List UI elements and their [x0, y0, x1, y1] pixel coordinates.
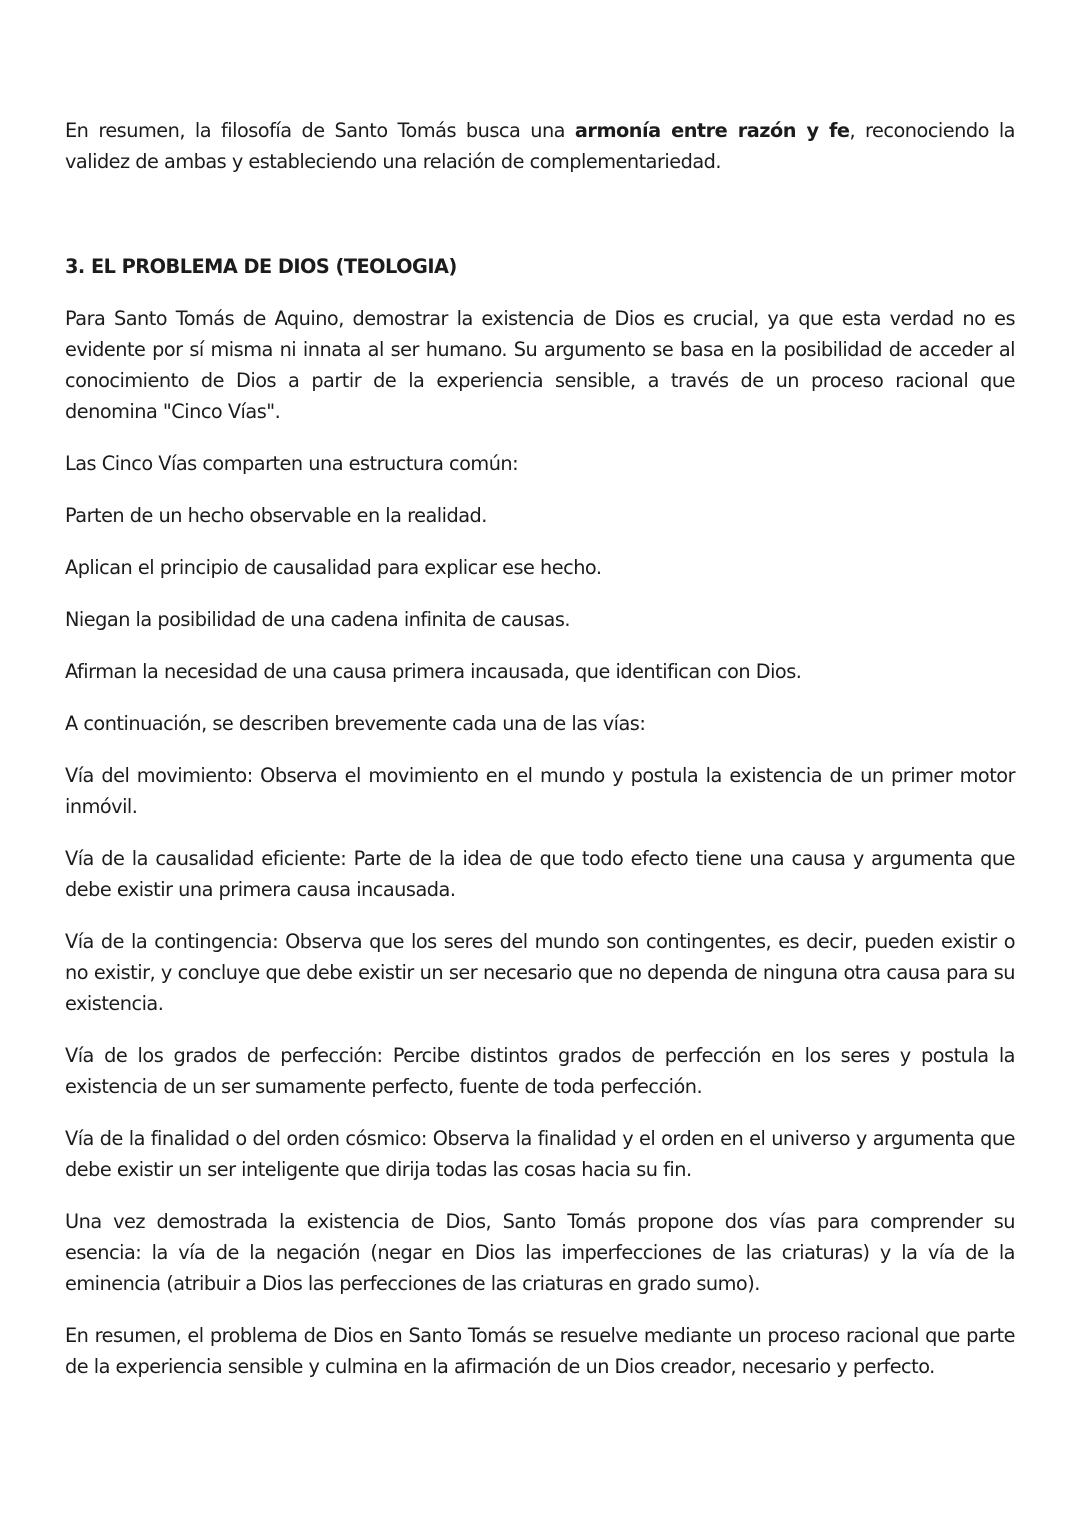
intro-summary-bold-phrase: armonía entre razón y fe [574, 119, 850, 142]
paragraph-paso-hecho-observable: Parten de un hecho observable en la realidad. [65, 504, 487, 527]
paragraph-paso-causa-primera: Afirman la necesidad de una causa primera incausada, que identifican con Dios. [65, 660, 802, 683]
section-heading: 3. EL PROBLEMA DE DIOS (TEOLOGIA) [65, 255, 457, 278]
intro-summary-text-after: , reconociendo la validez de ambas y estableciendo una relación de complementariedad. [65, 119, 1015, 173]
intro-summary-paragraph [65, 115, 1015, 177]
paragraph-continuacion: A continuación, se describen brevemente cada una de las vías: [65, 712, 646, 735]
paragraph-via-contingencia: Vía de la contingencia: Observa que los seres del mundo son contingentes, es decir, pueden existir o no existir, y concluye que debe existir un ser necesario que no dependa de ninguna otra causa para su existencia. [65, 930, 1015, 1015]
paragraph-conclusion: En resumen, el problema de Dios en Santo Tomás se resuelve mediante un proceso racional que parte de la experiencia sensible y culmina en la afirmación de un Dios creador, necesario y perfecto. [65, 1324, 1015, 1378]
document-page [65, 115, 1015, 1403]
paragraph-via-grados-perfeccion: Vía de los grados de perfección: Percibe distintos grados de perfección en los seres y postula la existencia de un ser sumamente perfecto, fuente de toda perfección. [65, 1044, 1015, 1098]
paragraph-paso-causalidad: Aplican el principio de causalidad para explicar ese hecho. [65, 556, 602, 579]
paragraph-via-finalidad: Vía de la finalidad o del orden cósmico: Observa la finalidad y el orden en el universo y argumenta que debe existir un ser inteligente que dirija todas las cosas hacia su fin. [65, 1127, 1015, 1181]
paragraph-estructura-comun: Las Cinco Vías comparten una estructura común: [65, 452, 519, 475]
paragraph-via-movimiento: Vía del movimiento: Observa el movimiento en el mundo y postula la existencia de un primer motor inmóvil. [65, 764, 1015, 818]
paragraph-paso-cadena-infinita: Niegan la posibilidad de una cadena infinita de causas. [65, 608, 571, 631]
intro-summary-text-before: En resumen, la filosofía de Santo Tomás busca una [65, 119, 575, 142]
paragraph-via-causalidad: Vía de la causalidad eficiente: Parte de la idea de que todo efecto tiene una causa y argumenta que debe existir una primera causa incausada. [65, 847, 1015, 901]
paragraph-intro-cinco-vias: Para Santo Tomás de Aquino, demostrar la existencia de Dios es crucial, ya que esta verdad no es evidente por sí misma ni innata al ser humano. Su argumento se basa en la posibilidad de acceder al conocimiento de Dios a partir de la experiencia sensible, a través de un proceso racional que denomina "Cinco Vías". [65, 307, 1015, 423]
paragraph-esencia-dios: Una vez demostrada la existencia de Dios, Santo Tomás propone dos vías para comprender su esencia: la vía de la negación (negar en Dios las imperfecciones de las criaturas) y la vía de la eminencia (atribuir a Dios las perfecciones de las criaturas en grado sumo). [65, 1210, 1015, 1295]
